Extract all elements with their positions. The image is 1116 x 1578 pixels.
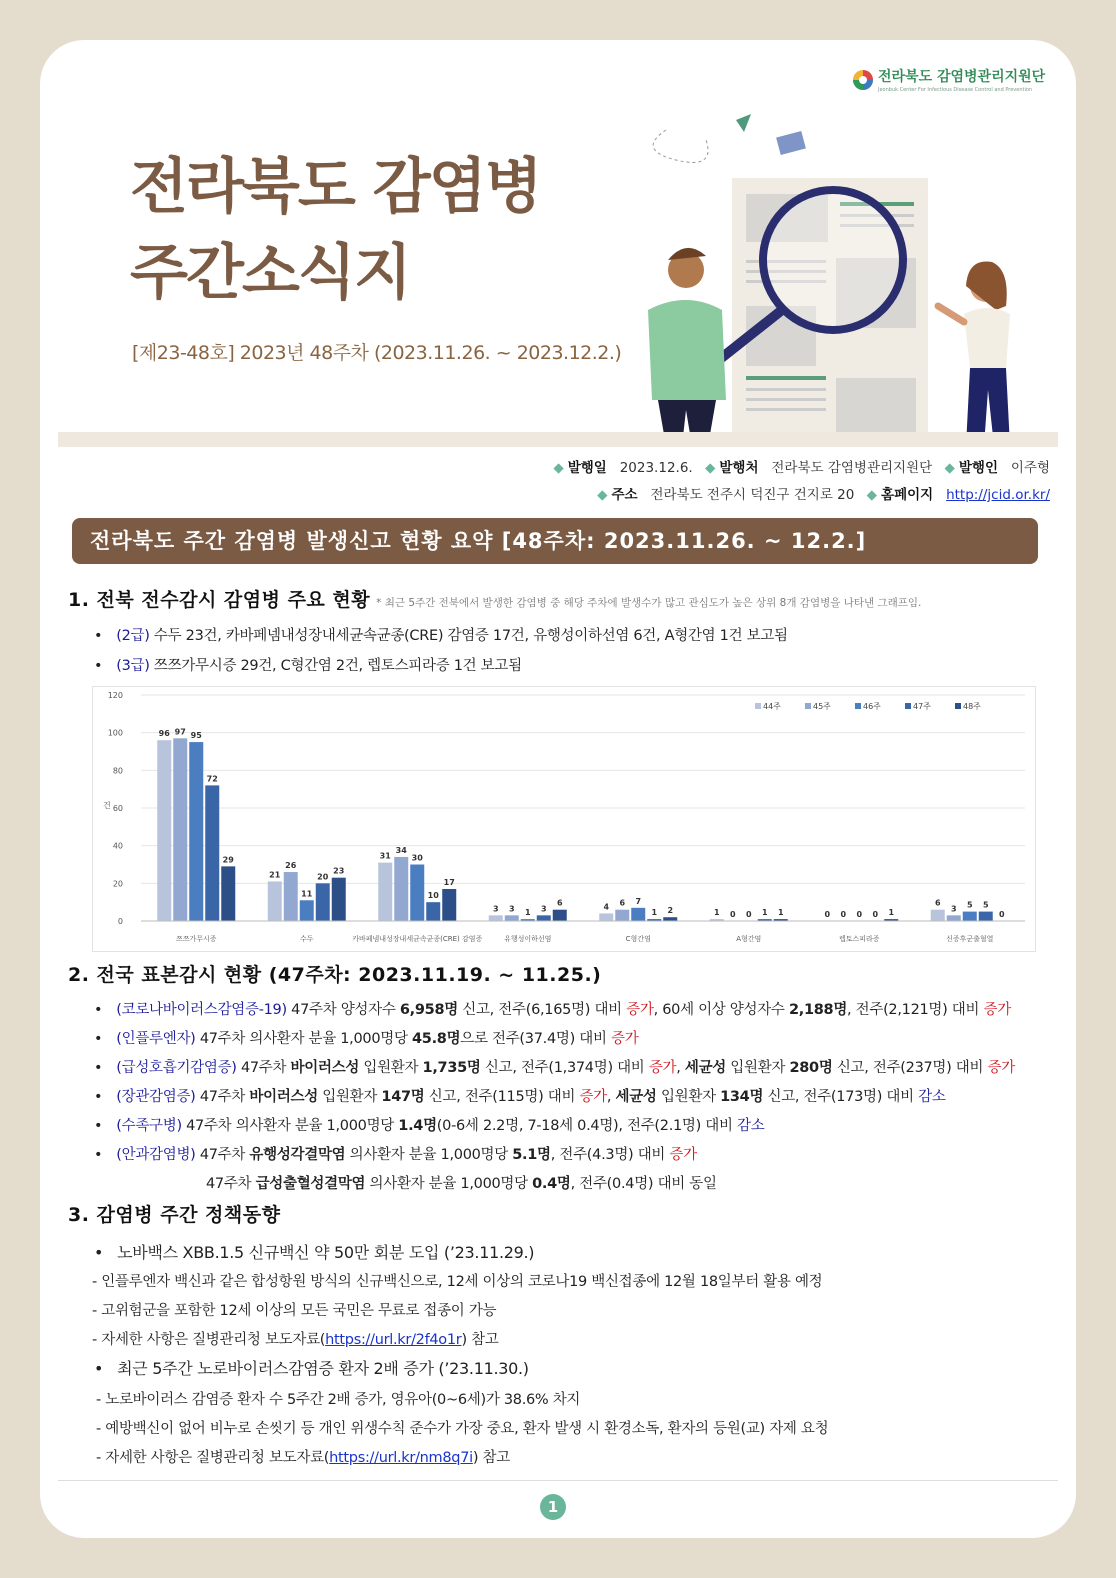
- press-release-link-2[interactable]: https://url.kr/nm8q7i: [329, 1450, 473, 1466]
- chart-data-label: 0: [840, 910, 847, 919]
- footer-divider: [58, 1480, 1058, 1481]
- eye-bullet-cont: 47주차 급성출혈성결막염 의사환자 분율 1,000명당 0.4명, 전주(0.4명) 대비 동일: [206, 1176, 717, 1192]
- header-band: [58, 432, 1058, 447]
- chart-svg: [93, 687, 1035, 951]
- chart-bar: [205, 785, 219, 921]
- chart-data-label: 29: [222, 855, 234, 865]
- section1-bullet-1: • (2급) 수두 23건, 카바페넴내성장내세균속균종(CRE) 감염증 17건, 유행성이하선염 6건, A형간염 1건 보고됨: [94, 624, 788, 645]
- chart-bar: [173, 738, 187, 921]
- chart-data-label: 10: [427, 891, 439, 901]
- chart-data-label: 3: [540, 904, 547, 914]
- chart-data-label: 0: [872, 910, 879, 919]
- chart-data-label: 1: [713, 908, 720, 918]
- chart-data-label: 72: [206, 774, 218, 784]
- newsletter-page: [40, 40, 1076, 1538]
- chart-data-label: 5: [982, 900, 989, 910]
- chart-legend-label: 45주: [813, 702, 831, 711]
- chart-data-label: 1: [651, 908, 658, 918]
- section1-bullet-2: • (3급) 쯔쯔가무시증 29건, C형간염 2건, 렙토스피라증 1건 보고됨: [94, 654, 522, 675]
- chart-y-axis-label: 건: [103, 801, 111, 810]
- chart-bar: [931, 910, 945, 921]
- chart-data-label: 0: [856, 910, 863, 919]
- chart-x-tick-label: A형간염: [736, 935, 762, 943]
- chart-data-label: 1: [524, 908, 531, 918]
- chart-data-label: 6: [619, 898, 626, 908]
- policy-item-2-detail-1: - 노로바이러스 감염증 환자 수 5주간 2배 증가, 영유아(0~6세)가 38.6% 차지: [96, 1392, 581, 1408]
- chart-bar: [537, 915, 551, 921]
- chart-data-label: 0: [729, 910, 736, 919]
- chart-data-label: 5: [966, 900, 973, 910]
- chart-x-tick-label: 유행성이하선염: [504, 935, 552, 943]
- chart-bar: [221, 866, 235, 921]
- chart-data-label: 1: [777, 908, 784, 918]
- chart-y-tick-label: 40: [112, 841, 123, 851]
- chart-bar: [979, 912, 993, 921]
- policy-item-1-detail-2: - 고위험군을 포함한 12세 이상의 모든 국민은 무료로 접종이 가능: [92, 1303, 497, 1319]
- chart-bar: [553, 910, 567, 921]
- chart-bar: [300, 900, 314, 921]
- chart-data-label: 0: [745, 910, 752, 919]
- chart-data-label: 6: [556, 898, 563, 908]
- org-logo-icon: [852, 69, 874, 91]
- respiratory-bullet: • (급성호흡기감염증) 47주차 바이러스성 입원환자 1,735명 신고, 전주(1,374명) 대비 증가, 세균성 입원환자 280명 신고, 전주(237명) 대비 증가: [94, 1056, 1015, 1077]
- chart-data-label: 3: [492, 904, 499, 914]
- policy-item-1-detail-3: - 자세한 사항은 질병관리청 보도자료(https://url.kr/2f4o1r) 참고: [92, 1332, 499, 1348]
- chart-bar: [615, 910, 629, 921]
- chart-data-label: 4: [603, 902, 610, 912]
- chart-data-label: 34: [395, 845, 407, 855]
- section3-title: 3. 감염병 주간 정책동향: [68, 1204, 281, 1226]
- enteric-bullet: • (장관감염증) 47주차 바이러스성 입원환자 147명 신고, 전주(115명) 대비 증가, 세균성 입원환자 134명 신고, 전주(173명) 대비 감소: [94, 1085, 946, 1106]
- chart-legend-label: 44주: [763, 702, 781, 711]
- policy-item-2-detail-3: - 자세한 사항은 질병관리청 보도자료(https://url.kr/nm8q7i) 참고: [96, 1450, 510, 1466]
- chart-data-label: 0: [998, 910, 1005, 919]
- chart-y-tick-label: 0: [117, 917, 123, 926]
- chart-data-label: 3: [950, 904, 957, 914]
- chart-bar: [505, 915, 519, 921]
- chart-bar: [394, 857, 408, 921]
- chart-y-tick-label: 100: [107, 728, 123, 738]
- chart-data-label: 11: [301, 889, 313, 899]
- chart-data-label: 3: [508, 904, 515, 914]
- chart-legend-swatch: [905, 703, 911, 709]
- chart-data-label: 30: [411, 853, 423, 863]
- chart-data-label: 1: [888, 908, 895, 918]
- chart-data-label: 21: [269, 870, 281, 880]
- magnifier-illustration: [596, 110, 1056, 450]
- chart-data-label: 31: [379, 851, 391, 861]
- chart-legend-label: 47주: [913, 702, 931, 711]
- chart-data-label: 96: [158, 729, 170, 739]
- chart-y-tick-label: 60: [112, 804, 123, 813]
- chart-bar: [631, 908, 645, 921]
- chart-bar: [426, 902, 440, 921]
- chart-legend-swatch: [755, 703, 761, 709]
- org-logo: [852, 66, 1045, 93]
- press-release-link-1[interactable]: https://url.kr/2f4o1r: [325, 1332, 462, 1348]
- chart-bar: [963, 912, 977, 921]
- section1-note: * 최근 5주간 전북에서 발생한 감염병 중 해당 주차에 발생수가 많고 관심도가 높은 상위 8개 감염병을 나타낸 그래프임.: [376, 597, 922, 609]
- eye-bullet: • (안과감염병) 47주차 유행성각결막염 의사환자 분율 1,000명당 5.1명, 전주(4.3명) 대비 증가: [94, 1143, 697, 1164]
- section1-title: 1. 전북 전수감시 감염병 주요 현황 * 최근 5주간 전북에서 발생한 감염병 중 해당 주차에 발생수가 많고 관심도가 높은 상위 8개 감염병을 나타낸 그래프임.: [68, 589, 922, 611]
- chart-y-tick-label: 20: [112, 879, 123, 889]
- chart-data-label: 7: [635, 896, 642, 906]
- policy-item-2-detail-2: - 예방백신이 없어 비누로 손씻기 등 개인 위생수칙 준수가 가장 중요, 환자 발생 시 환경소독, 환자의 등원(교) 자제 요청: [96, 1421, 829, 1437]
- policy-item-1: • 노바백스 XBB.1.5 신규백신 약 50만 회분 도입 (’23.11.29.): [94, 1240, 534, 1263]
- chart-data-label: 97: [174, 727, 186, 737]
- chart-bar: [316, 883, 330, 921]
- chart-bar: [947, 915, 961, 921]
- homepage-link[interactable]: http://jcid.or.kr/: [946, 487, 1050, 503]
- chart-x-tick-label: 신증후군출혈열: [946, 935, 994, 943]
- policy-item-1-detail-1: - 인플루엔자 백신과 같은 합성항원 방식의 신규백신으로, 12세 이상의 코로나19 백신접종에 12월 18일부터 활용 예정: [92, 1274, 823, 1290]
- chart-x-tick-label: 쯔쯔가무시증: [175, 935, 217, 943]
- newsletter-title: 전라북도 감염병 주간소식지: [130, 152, 541, 308]
- chart-bar: [442, 889, 456, 921]
- chart-bar: [599, 913, 613, 921]
- chart-data-label: 17: [443, 877, 455, 887]
- chart-bar: [268, 881, 282, 921]
- publication-meta-line2: ◆ 주소 전라북도 전주시 덕진구 건지로 20 ◆ 홈페이지 http://jcid.or.kr/: [597, 487, 1050, 503]
- chart-y-tick-label: 80: [112, 766, 123, 776]
- chart-data-label: 26: [285, 861, 297, 871]
- chart-bar: [489, 915, 503, 921]
- chart-data-label: 0: [824, 910, 831, 919]
- hfmd-bullet: • (수족구병) 47주차 의사환자 분율 1,000명당 1.4명(0-6세 2.2명, 7-18세 0.4명), 전주(2.1명) 대비 감소: [94, 1114, 764, 1135]
- chart-x-tick-label: 수두: [299, 935, 314, 943]
- disease-bar-chart: [92, 686, 1036, 952]
- policy-item-2: • 최근 5주간 노로바이러스감염증 환자 2배 증가 (’23.11.30.): [94, 1356, 529, 1379]
- chart-x-tick-label: 렙토스피라증: [838, 935, 880, 943]
- covid-bullet: • (코로나바이러스감염증-19) 47주차 양성자수 6,958명 신고, 전주(6,165명) 대비 증가, 60세 이상 양성자수 2,188명, 전주(2,121명) 대비 증가: [94, 998, 1011, 1019]
- chart-legend-label: 46주: [863, 702, 881, 711]
- chart-bar: [189, 742, 203, 921]
- chart-x-tick-label: C형간염: [625, 935, 651, 943]
- chart-bar: [157, 740, 171, 921]
- org-logo-subtitle: Jeonbuk Center For Infectious Disease Control and Prevention: [878, 87, 1033, 93]
- publication-meta-line1: ◆ 발행일 2023.12.6. ◆ 발행처 전라북도 감염병관리지원단 ◆ 발행인 이주형: [553, 460, 1050, 476]
- chart-data-label: 6: [934, 898, 941, 908]
- chart-bar: [378, 863, 392, 921]
- chart-legend-swatch: [805, 703, 811, 709]
- summary-banner: 전라북도 주간 감염병 발생신고 현황 요약 [48주차: 2023.11.26. ~ 12.2.]: [72, 518, 1038, 564]
- chart-x-tick-label: 카바페넴내성장내세균속균종(CRE) 감염증: [352, 935, 483, 943]
- chart-bar: [284, 872, 298, 921]
- chart-legend-swatch: [955, 703, 961, 709]
- chart-data-label: 2: [667, 906, 674, 916]
- page-number: 1: [540, 1494, 566, 1520]
- influenza-bullet: • (인플루엔자) 47주차 의사환자 분율 1,000명당 45.8명으로 전주(37.4명) 대비 증가: [94, 1027, 638, 1048]
- chart-data-label: 95: [190, 731, 202, 741]
- chart-bar: [663, 917, 677, 921]
- section2-title: 2. 전국 표본감시 현황 (47주차: 2023.11.19. ~ 11.25.): [68, 964, 602, 986]
- chart-bar: [332, 878, 346, 921]
- chart-legend-label: 48주: [963, 702, 981, 711]
- chart-bar: [410, 865, 424, 922]
- org-logo-name: 전라북도 감염병관리지원단: [878, 69, 1046, 85]
- chart-legend-swatch: [855, 703, 861, 709]
- chart-data-label: 1: [761, 908, 768, 918]
- chart-data-label: 23: [333, 866, 345, 876]
- chart-data-label: 20: [317, 872, 329, 882]
- chart-y-tick-label: 120: [107, 691, 123, 700]
- issue-info: [제23-48호] 2023년 48주차 (2023.11.26. ~ 2023.12.2.): [132, 342, 622, 364]
